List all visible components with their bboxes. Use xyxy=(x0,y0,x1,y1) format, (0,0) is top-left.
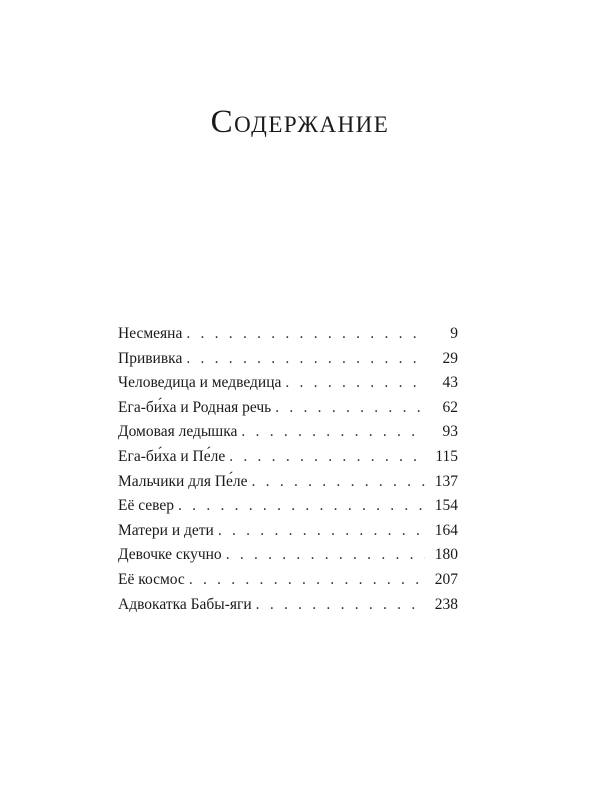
toc-entry xyxy=(118,347,458,372)
toc-entry-title: Несмеяна xyxy=(118,325,183,342)
toc-dot-leader xyxy=(252,470,425,495)
toc-page-number: 137 xyxy=(434,472,458,490)
toc-dot-leader xyxy=(226,543,425,568)
toc-entry xyxy=(118,322,458,347)
toc-dot-leader xyxy=(229,445,425,470)
toc-entry-title: Прививка xyxy=(118,349,183,367)
toc-page-number: 43 xyxy=(442,374,458,392)
toc-entry xyxy=(118,593,458,618)
toc-page-number: 62 xyxy=(442,398,458,416)
toc-entry-title: Её космос xyxy=(118,570,185,588)
toc-entry xyxy=(118,494,458,519)
toc-page-number: 115 xyxy=(435,447,458,465)
toc-entry-title: Адвокатка Бабы-яги xyxy=(118,595,252,613)
toc-entry-title: Матери и дети xyxy=(118,521,214,539)
toc-entry-title: Её север xyxy=(118,497,175,515)
toc-dot-leader xyxy=(178,494,425,519)
toc-entry xyxy=(118,445,458,470)
toc-page-number: 9 xyxy=(450,325,458,342)
toc-dot-leader xyxy=(189,568,425,593)
toc-page-number: 93 xyxy=(442,423,458,441)
toc-dot-leader xyxy=(285,371,425,396)
toc-entry-title: Человедица и медведица xyxy=(118,374,282,392)
toc-entry xyxy=(118,371,458,396)
toc-entry xyxy=(118,543,458,568)
toc-entry xyxy=(118,470,458,495)
toc-entry-title: Мальчики для Пе́ле xyxy=(118,472,248,490)
toc-entry xyxy=(118,519,458,544)
toc-page-number: 180 xyxy=(434,546,458,564)
toc-entry xyxy=(118,396,458,421)
toc-page-number: 154 xyxy=(434,497,458,515)
toc-entry xyxy=(118,420,458,445)
toc-dot-leader xyxy=(256,593,425,618)
toc-entry-title: Ега-би́ха и Родная речь xyxy=(118,398,272,416)
toc-page-number: 29 xyxy=(442,349,458,367)
toc-entry-title: Девочке скучно xyxy=(118,546,222,564)
toc-page-number: 164 xyxy=(434,521,458,539)
toc-dot-leader xyxy=(186,322,425,347)
toc-page-number: 238 xyxy=(434,595,458,613)
toc-entry-title: Ега-би́ха и Пе́ле xyxy=(118,447,226,465)
toc-dot-leader xyxy=(275,396,425,421)
toc-entry-title: Домовая ледышка xyxy=(118,423,238,441)
toc-page-number: 207 xyxy=(434,570,458,588)
page-title: Содержание xyxy=(210,104,390,140)
toc-dot-leader xyxy=(186,347,425,372)
toc-dot-leader xyxy=(241,420,425,445)
toc-entry xyxy=(118,568,458,593)
toc-dot-leader xyxy=(218,519,425,544)
table-of-contents xyxy=(118,322,458,617)
